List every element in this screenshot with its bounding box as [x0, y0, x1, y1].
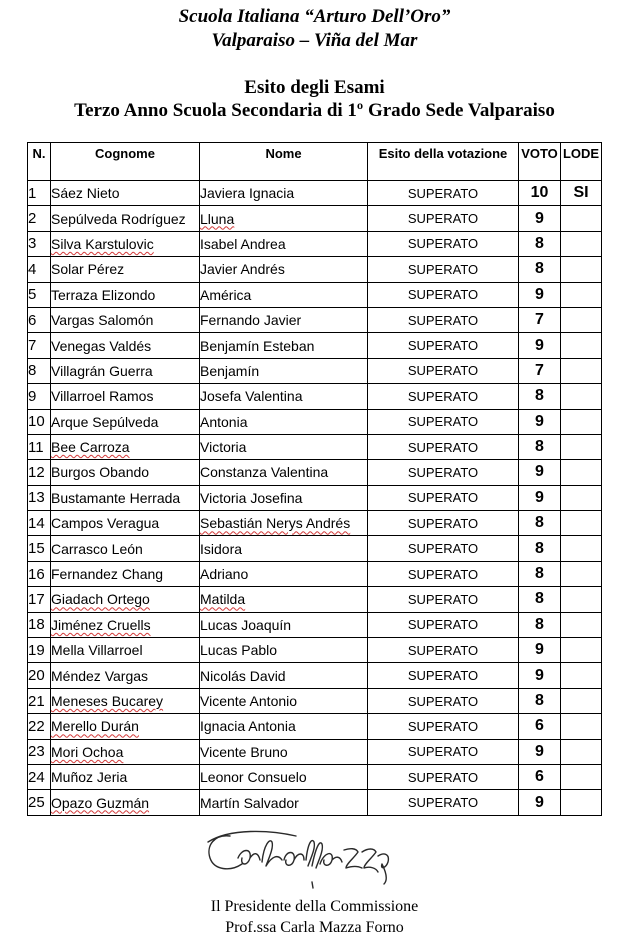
- cell-nome: Nicolás David: [200, 663, 368, 688]
- cell-voto: 9: [519, 739, 561, 764]
- table-row: [28, 384, 602, 409]
- cell-cognome: Campos Veragua: [51, 511, 200, 536]
- cell-voto: 8: [519, 511, 561, 536]
- cell-esito: SUPERATO: [368, 790, 519, 815]
- cell-lode: [561, 739, 602, 764]
- column-header-number: N.: [28, 143, 51, 181]
- cell-nome: Josefa Valentina: [200, 384, 368, 409]
- cell-lode: [561, 307, 602, 332]
- cell-voto: 9: [519, 638, 561, 663]
- table-row: [28, 790, 602, 815]
- spellcheck-text: Merello Durán: [51, 718, 139, 735]
- cell-cognome: [51, 714, 200, 739]
- cell-lode: [561, 434, 602, 459]
- cell-lode: [561, 561, 602, 586]
- cell-voto: 6: [519, 714, 561, 739]
- cell-number: 5: [28, 282, 51, 307]
- cell-voto: 9: [519, 460, 561, 485]
- cell-nome: Vicente Antonio: [200, 688, 368, 713]
- cell-nome: [200, 206, 368, 231]
- cell-cognome: [51, 790, 200, 815]
- cell-number: 14: [28, 511, 51, 536]
- cell-nome: Vicente Bruno: [200, 739, 368, 764]
- column-header-lode: LODE: [561, 143, 602, 181]
- cell-nome: Isabel Andrea: [200, 231, 368, 256]
- cell-nome: Martín Salvador: [200, 790, 368, 815]
- table-row: [28, 181, 602, 206]
- cell-esito: SUPERATO: [368, 638, 519, 663]
- cell-nome: Javier Andrés: [200, 257, 368, 282]
- cell-number: 7: [28, 333, 51, 358]
- cell-number: 25: [28, 790, 51, 815]
- cell-nome: Fernando Javier: [200, 307, 368, 332]
- cell-voto: 8: [519, 612, 561, 637]
- cell-cognome: Vargas Salomón: [51, 307, 200, 332]
- spellcheck-text: Meneses Bucarey: [51, 693, 164, 709]
- cell-voto: 8: [519, 587, 561, 612]
- table-row: [28, 688, 602, 713]
- cell-lode: [561, 231, 602, 256]
- spellcheck-text: Matilda: [200, 591, 246, 608]
- table-row: [28, 587, 602, 612]
- cell-esito: SUPERATO: [368, 764, 519, 789]
- cell-number: 8: [28, 358, 51, 383]
- cell-lode: [561, 587, 602, 612]
- cell-voto: 7: [519, 358, 561, 383]
- cell-nome: Constanza Valentina: [200, 460, 368, 485]
- cell-voto: 8: [519, 536, 561, 561]
- cell-number: 17: [28, 587, 51, 612]
- cell-cognome: Villagrán Guerra: [51, 358, 200, 383]
- cell-number: 4: [28, 257, 51, 282]
- cell-cognome: [51, 231, 200, 256]
- cell-voto: 6: [519, 764, 561, 789]
- cell-nome: Victoria: [200, 434, 368, 459]
- results-table: [27, 142, 602, 816]
- cell-lode: SI: [561, 181, 602, 206]
- cell-esito: SUPERATO: [368, 511, 519, 536]
- cell-esito: SUPERATO: [368, 409, 519, 434]
- cell-esito: SUPERATO: [368, 181, 519, 206]
- cell-lode: [561, 409, 602, 434]
- cell-cognome: [51, 688, 200, 713]
- table-body: [28, 181, 602, 816]
- table-row: [28, 409, 602, 434]
- cell-cognome: [51, 739, 200, 764]
- cell-nome: Leonor Consuelo: [200, 764, 368, 789]
- cell-esito: SUPERATO: [368, 663, 519, 688]
- table-row: [28, 536, 602, 561]
- table-row: [28, 739, 602, 764]
- cell-voto: 8: [519, 434, 561, 459]
- cell-voto: 9: [519, 206, 561, 231]
- cell-cognome: Burgos Obando: [51, 460, 200, 485]
- cell-lode: [561, 638, 602, 663]
- cell-nome: Javiera Ignacia: [200, 181, 368, 206]
- cell-voto: 9: [519, 485, 561, 510]
- cell-number: 1: [28, 181, 51, 206]
- column-header-voto: VOTO: [519, 143, 561, 181]
- cell-nome: Lucas Joaquín: [200, 612, 368, 637]
- table-row: [28, 282, 602, 307]
- cell-cognome: Solar Pérez: [51, 257, 200, 282]
- cell-number: 9: [28, 384, 51, 409]
- cell-lode: [561, 384, 602, 409]
- table-row: [28, 638, 602, 663]
- cell-lode: [561, 282, 602, 307]
- cell-cognome: Mella Villarroel: [51, 638, 200, 663]
- table-row: [28, 764, 602, 789]
- table-row: [28, 561, 602, 586]
- cell-esito: SUPERATO: [368, 714, 519, 739]
- cell-cognome: Terraza Elizondo: [51, 282, 200, 307]
- cell-voto: 8: [519, 384, 561, 409]
- cell-voto: 9: [519, 790, 561, 815]
- table-row: [28, 714, 602, 739]
- cell-voto: 9: [519, 333, 561, 358]
- document-title: Esito degli Esami: [244, 77, 385, 98]
- cell-nome: [200, 511, 368, 536]
- spellcheck-text: Sebastián Nerys Andrés: [200, 515, 351, 532]
- cell-nome: América: [200, 282, 368, 307]
- cell-number: 19: [28, 638, 51, 663]
- cell-esito: SUPERATO: [368, 358, 519, 383]
- cell-esito: SUPERATO: [368, 561, 519, 586]
- signature-name: Prof.ssa Carla Mazza Forno: [225, 919, 404, 936]
- column-header-esito: Esito della votazione: [368, 143, 519, 181]
- cell-lode: [561, 358, 602, 383]
- cell-cognome: Bustamante Herrada: [51, 485, 200, 510]
- spellcheck-text: Jiménez Cruells: [51, 616, 151, 633]
- cell-cognome: Villarroel Ramos: [51, 384, 200, 409]
- cell-cognome: [51, 434, 200, 459]
- cell-esito: SUPERATO: [368, 460, 519, 485]
- table-row: [28, 333, 602, 358]
- cell-esito: SUPERATO: [368, 536, 519, 561]
- spellcheck-text: Bee Carroza: [51, 439, 130, 456]
- cell-lode: [561, 333, 602, 358]
- cell-lode: [561, 485, 602, 510]
- spellcheck-text: Silva Karstulovic: [51, 235, 154, 252]
- table-header-row: [28, 143, 602, 181]
- spellcheck-text: Giadach Ortego: [51, 591, 150, 608]
- table-row: [28, 663, 602, 688]
- table-row: [28, 206, 602, 231]
- cell-voto: 8: [519, 231, 561, 256]
- cell-esito: SUPERATO: [368, 231, 519, 256]
- cell-voto: 10: [519, 181, 561, 206]
- cell-voto: 9: [519, 409, 561, 434]
- cell-lode: [561, 612, 602, 637]
- cell-number: 13: [28, 485, 51, 510]
- cell-lode: [561, 206, 602, 231]
- table-row: [28, 434, 602, 459]
- cell-voto: 9: [519, 282, 561, 307]
- cell-nome: Benjamín Esteban: [200, 333, 368, 358]
- cell-esito: SUPERATO: [368, 282, 519, 307]
- cell-lode: [561, 460, 602, 485]
- cell-voto: 9: [519, 663, 561, 688]
- cell-number: 18: [28, 612, 51, 637]
- cell-cognome: [51, 587, 200, 612]
- cell-number: 12: [28, 460, 51, 485]
- cell-lode: [561, 511, 602, 536]
- spellcheck-text: Lluna: [200, 210, 235, 227]
- cell-nome: [200, 587, 368, 612]
- cell-number: 10: [28, 409, 51, 434]
- table-row: [28, 231, 602, 256]
- table-row: [28, 460, 602, 485]
- table-row: [28, 485, 602, 510]
- cell-voto: 8: [519, 688, 561, 713]
- cell-cognome: Arque Sepúlveda: [51, 409, 200, 434]
- cell-number: 3: [28, 231, 51, 256]
- cell-lode: [561, 663, 602, 688]
- table-row: [28, 511, 602, 536]
- cell-esito: SUPERATO: [368, 384, 519, 409]
- cell-nome: Ignacia Antonia: [200, 714, 368, 739]
- cell-esito: SUPERATO: [368, 688, 519, 713]
- cell-cognome: Méndez Vargas: [51, 663, 200, 688]
- cell-lode: [561, 714, 602, 739]
- cell-voto: 8: [519, 561, 561, 586]
- column-header-cognome: Cognome: [51, 143, 200, 181]
- document-subtitle: Terzo Anno Scuola Secondaria di 1º Grado Sede Valparaiso: [74, 100, 555, 121]
- cell-lode: [561, 257, 602, 282]
- cell-esito: SUPERATO: [368, 739, 519, 764]
- cell-cognome: [51, 612, 200, 637]
- cell-cognome: Muñoz Jeria: [51, 764, 200, 789]
- cell-number: 15: [28, 536, 51, 561]
- cell-esito: SUPERATO: [368, 485, 519, 510]
- cell-lode: [561, 790, 602, 815]
- cell-number: 22: [28, 714, 51, 739]
- cell-number: 23: [28, 739, 51, 764]
- cell-lode: [561, 536, 602, 561]
- spellcheck-text: Opazo Guzmán: [51, 794, 150, 811]
- cell-lode: [561, 764, 602, 789]
- cell-number: 2: [28, 206, 51, 231]
- school-location: Valparaiso – Viña del Mar: [211, 30, 418, 51]
- cell-esito: SUPERATO: [368, 333, 519, 358]
- school-name: Scuola Italiana “Arturo Dell’Oro”: [178, 6, 451, 27]
- cell-esito: SUPERATO: [368, 434, 519, 459]
- cell-cognome: Sáez Nieto: [51, 181, 200, 206]
- cell-voto: 8: [519, 257, 561, 282]
- table-row: [28, 612, 602, 637]
- signature-image: [200, 822, 410, 892]
- column-header-nome: Nome: [200, 143, 368, 181]
- cell-esito: SUPERATO: [368, 206, 519, 231]
- cell-esito: SUPERATO: [368, 307, 519, 332]
- cell-nome: Adriano: [200, 561, 368, 586]
- cell-nome: Lucas Pablo: [200, 638, 368, 663]
- cell-cognome: Sepúlveda Rodríguez: [51, 206, 200, 231]
- cell-number: 21: [28, 688, 51, 713]
- cell-number: 16: [28, 561, 51, 586]
- cell-esito: SUPERATO: [368, 612, 519, 637]
- cell-lode: [561, 688, 602, 713]
- cell-voto: 7: [519, 307, 561, 332]
- cell-number: 20: [28, 663, 51, 688]
- cell-number: 6: [28, 307, 51, 332]
- table-row: [28, 257, 602, 282]
- cell-number: 11: [28, 434, 51, 459]
- cell-nome: Victoria Josefina: [200, 485, 368, 510]
- cell-nome: Antonia: [200, 409, 368, 434]
- cell-nome: Isidora: [200, 536, 368, 561]
- cell-cognome: Fernandez Chang: [51, 561, 200, 586]
- cell-nome: Benjamín: [200, 358, 368, 383]
- cell-esito: SUPERATO: [368, 257, 519, 282]
- table-row: [28, 307, 602, 332]
- signature-role: Il Presidente della Commissione: [210, 898, 419, 915]
- cell-esito: SUPERATO: [368, 587, 519, 612]
- cell-cognome: Venegas Valdés: [51, 333, 200, 358]
- spellcheck-text: Mori Ochoa: [51, 743, 124, 760]
- table-row: [28, 358, 602, 383]
- cell-number: 24: [28, 764, 51, 789]
- cell-cognome: Carrasco León: [51, 536, 200, 561]
